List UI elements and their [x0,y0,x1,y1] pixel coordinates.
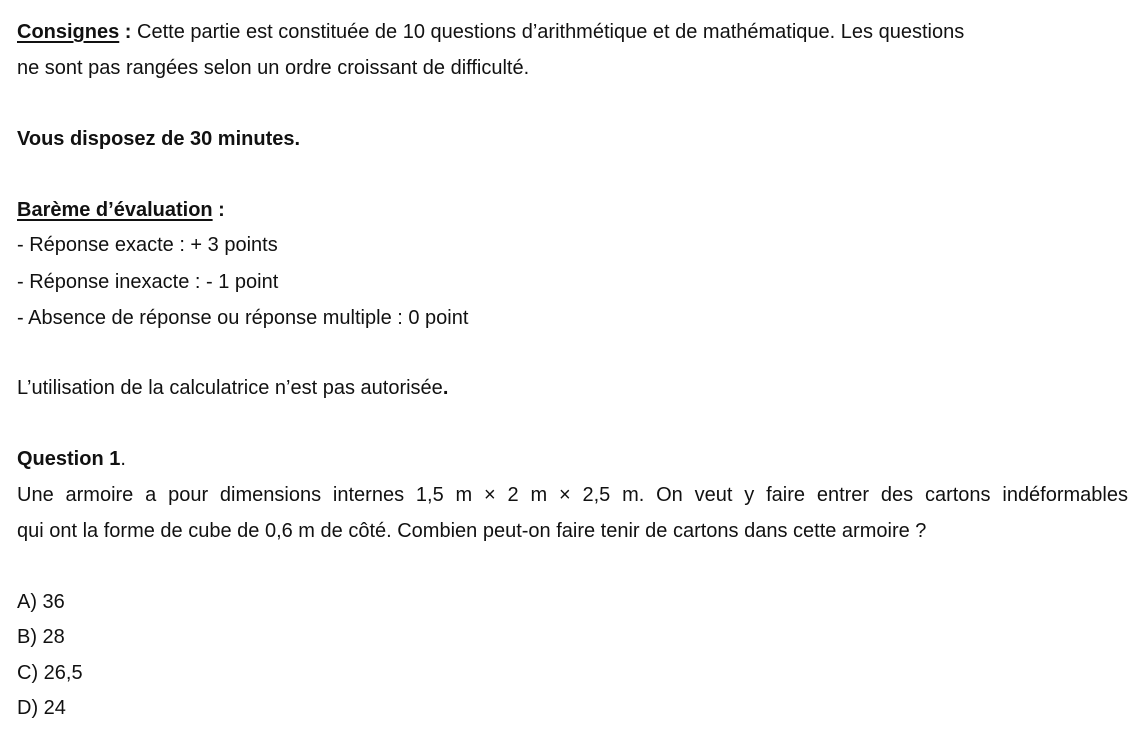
instructions-line-2: ne sont pas rangées selon un ordre croissant de difficulté. [17,57,530,79]
instructions-text: Cette partie est constituée de 10 questions d’arithmétique et de mathématique. Les questions [131,21,965,43]
question-1-label: Question 1. [17,448,126,470]
question-1-text-line-2: qui ont la forme de cube de 0,6 m de côté. Combien peut-on faire tenir de cartons dans cette armoire ? [17,520,927,542]
time-notice: Vous disposez de 30 minutes. [17,128,301,150]
option-c: C) 26,5 [17,662,83,684]
option-a: A) 36 [17,591,65,613]
grading-item-inexact: - Réponse inexacte : - 1 point [17,271,279,293]
grading-title: Barème d’évaluation : [17,199,225,221]
instructions-label: Consignes : [17,21,132,43]
option-d: D) 24 [17,697,66,719]
grading-item-exact: - Réponse exacte : + 3 points [17,234,278,256]
calculator-notice: L’utilisation de la calculatrice n’est pas autorisée. [17,377,449,399]
option-b: B) 28 [17,626,65,648]
question-1-text-line-1: Une armoire a pour dimensions internes 1,5 m × 2 m × 2,5 m. On veut y faire entrer des cartons indéformables [17,484,1128,506]
grading-item-none: - Absence de réponse ou réponse multiple : 0 point [17,307,469,329]
instructions-line-1 [17,14,1128,50]
